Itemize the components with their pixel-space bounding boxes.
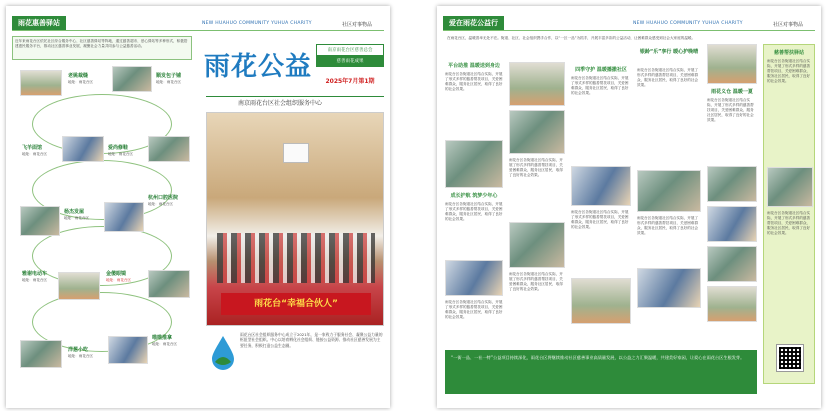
shop-addr: 地址：雨花台区	[22, 152, 48, 156]
column-5	[707, 44, 757, 344]
column-3	[571, 62, 631, 344]
column-title: 成长护航 筑梦少年心	[450, 193, 498, 199]
column-text: 雨花台区各街道社区结合实际，开展了形式多样的慈善帮扶项目，关爱困难群众，服务社区居民，取得了良好的社会效果。	[571, 210, 629, 229]
shop-addr: 地址：雨花台区	[22, 278, 48, 282]
column-photo	[571, 278, 631, 324]
column-photo	[707, 166, 757, 202]
shop-directory	[12, 64, 192, 404]
shop-name: 杭州口腔医院	[148, 195, 179, 201]
section-tag: 雨花惠善驿站	[12, 16, 66, 30]
column-text: 雨花台区各街道社区结合实际，开展了形式多样的慈善帮扶项目，关爱困难群众，服务社区居民，取得了良好的社会效果。	[509, 272, 563, 291]
brand-text: 社区对事物品	[342, 22, 373, 28]
banner-text: NEW HUAHUO COMMUNITY YUHUA CHARITY	[633, 21, 743, 26]
intro-text: 在雨花台区，温暖善举无处不在。街道、社区、社会组织携手合作，以“一区一品”为抓手，开展丰富多彩的公益活动，让困难群众感受到社会大家庭的温暖。	[447, 36, 696, 40]
column-photo	[707, 44, 757, 84]
sidebar-photo	[767, 167, 813, 207]
drop-logo-icon	[210, 334, 236, 370]
shop-name: 喵喵推拿	[152, 335, 173, 341]
column-title: 雨花义仓 温暖一夏	[711, 89, 753, 95]
shop-addr: 地址：雨花台区	[68, 354, 94, 358]
sidebar	[763, 44, 815, 384]
column-photo	[445, 140, 503, 188]
shop-photo	[62, 136, 104, 162]
sidebar-text: 雨花台区各街道社区结合实际，开展了形式多样的慈善帮扶项目，关爱困难群众，服务社区居民，取得了良好的社会效果。	[767, 59, 811, 83]
column-photo	[637, 170, 701, 212]
footer-text: “一街一品、一社一特”公益项目持续深化，雨花台区将继续推动社区慈善事业高质量发展，以公益之力汇聚温暖，共建美好家园，让爱心在雨花台区生根发芽。	[451, 355, 745, 360]
ceiling-ac	[283, 143, 309, 163]
header-rule	[443, 30, 815, 31]
column-title: 四季守护 温暖播撒社区	[575, 67, 627, 73]
shop-name: 雅谢电动车	[22, 271, 48, 277]
shop-photo	[104, 202, 144, 232]
badge-bottom: 慈善雨花成果	[317, 56, 383, 66]
banner-text: NEW HUAHUO COMMUNITY YUHUA CHARITY	[202, 21, 312, 26]
shop-photo	[20, 70, 62, 96]
body-text: 雨花台区社会组织服务中心成立于2021年，是一家致力于服务社会、凝聚公益力量的枢纽型社会组织。中心以培育孵化社会组织、链接公益资源、推动社区慈善发展为主要任务，积极打造公益生态圈。	[240, 332, 383, 348]
crowd	[217, 233, 375, 283]
badge-top: 南京雨花台区慈善总会	[317, 45, 383, 56]
footer-band	[445, 350, 757, 394]
shop-photo	[20, 340, 62, 368]
column-text: 雨花台区各街道社区结合实际，开展了形式多样的慈善帮扶项目，关爱困难群众，服务社区居民，取得了良好的社会效果。	[637, 216, 699, 235]
logo-title: 雨花公益	[204, 52, 313, 82]
shop-photo	[108, 336, 148, 364]
section-tag: 爱在雨花公益行	[443, 16, 504, 30]
column-1	[445, 62, 503, 344]
main-photo	[206, 112, 384, 326]
column-photo	[509, 62, 565, 106]
column-text: 雨花台区各街道社区结合实际，开展了形式多样的慈善帮扶项目，关爱困难群众，服务社区居民，取得了良好的社会效果。	[445, 72, 503, 91]
column-photo	[509, 110, 565, 154]
badge	[316, 44, 384, 67]
column-photo	[571, 166, 631, 206]
column-photo	[707, 246, 757, 282]
sidebar-title: 慈善帮扶驿站	[773, 50, 804, 56]
shop-addr: 地址：雨花台区	[152, 342, 178, 346]
intro-text: 近年来雨花台区依托社区综合服务中心、社区慈善驿站等阵地，通过慈善超市、爱心驿站等多种形式，积极搭建惠民服务平台，推动社区慈善事业发展，凝聚社会力量共同参与公益慈善活动。	[15, 39, 188, 48]
column-2	[509, 62, 565, 344]
column-text: 雨花台区各街道社区结合实际，开展了形式多样的慈善帮扶项目，关爱困难群众，服务社区居民，取得了良好的社会效果。	[637, 68, 699, 87]
shop-name: 飞羊面馆	[22, 145, 43, 151]
shop-addr: 地址：雨花台区	[148, 202, 174, 206]
qr-code-icon	[777, 345, 803, 371]
column-text: 雨花台区各街道社区结合实际，开展了形式多样的慈善帮扶项目，关爱困难群众，服务社区居民，取得了良好的社会效果。	[571, 76, 629, 95]
sidebar-text: 雨花台区各街道社区结合实际，开展了形式多样的慈善帮扶项目，关爱困难群众，服务社区居民，取得了良好的社会效果。	[767, 211, 811, 235]
shop-photo	[58, 272, 100, 300]
shop-photo	[112, 66, 152, 92]
shop-photo	[148, 270, 190, 298]
shop-name: 金傻眼镜	[106, 271, 127, 277]
shop-name: 老姚裁缝	[68, 73, 89, 79]
column-title: 银龄“乐”享行 暖心护晚晴	[639, 49, 699, 55]
issue-label: 2025年7月第1期	[325, 78, 375, 85]
intro-box	[12, 36, 192, 60]
shop-name: 洋葱小吃	[68, 347, 89, 353]
brand-text: 社区对事物品	[773, 22, 804, 28]
header-rule	[12, 30, 384, 31]
shop-addr: 地址：雨花台区	[156, 80, 182, 84]
column-photo	[445, 260, 503, 296]
column-title: 平台助推 温暖送到身边	[448, 63, 500, 69]
column-4	[637, 44, 701, 344]
shop-photo	[20, 206, 60, 236]
page-left	[6, 6, 390, 408]
shop-addr: 地址：雨花台区	[64, 216, 90, 220]
shop-name: 杨杰发屋	[64, 209, 85, 215]
column-photo	[707, 286, 757, 322]
column-text: 雨花台区各街道社区结合实际，开展了形式多样的慈善帮扶项目，关爱困难群众，服务社区居民，取得了良好的社会效果。	[509, 158, 563, 177]
column-text: 雨花台区各街道社区结合实际，开展了形式多样的慈善帮扶项目，关爱困难群众，服务社区居民，取得了良好的社会效果。	[445, 300, 503, 319]
shop-name: 顺发包子铺	[156, 73, 182, 79]
page-right	[437, 6, 821, 408]
shop-addr: 地址：雨花台区	[68, 80, 94, 84]
shop-name: 爱尚修鞋	[108, 145, 129, 151]
shop-addr: 地址：雨花台区	[106, 278, 132, 282]
column-photo	[637, 268, 701, 308]
shop-addr: 地址：雨花台区	[108, 152, 134, 156]
slogan-banner: 雨花台“幸福合伙人”	[221, 293, 371, 315]
column-text: 雨花台区各街道社区结合实际，开展了形式多样的慈善帮扶项目，关爱困难群众，服务社区居民，取得了良好的社会效果。	[445, 202, 503, 221]
shop-photo	[148, 136, 190, 162]
column-photo	[509, 222, 565, 268]
masthead-rule	[206, 96, 384, 97]
column-photo	[707, 206, 757, 242]
column-text: 雨花台区各街道社区结合实际，开展了形式多样的慈善帮扶项目，关爱困难群众，服务社区居民，取得了良好的社会效果。	[707, 98, 754, 122]
publisher-subtitle: 南京雨花台区社会组织服务中心	[238, 100, 323, 107]
